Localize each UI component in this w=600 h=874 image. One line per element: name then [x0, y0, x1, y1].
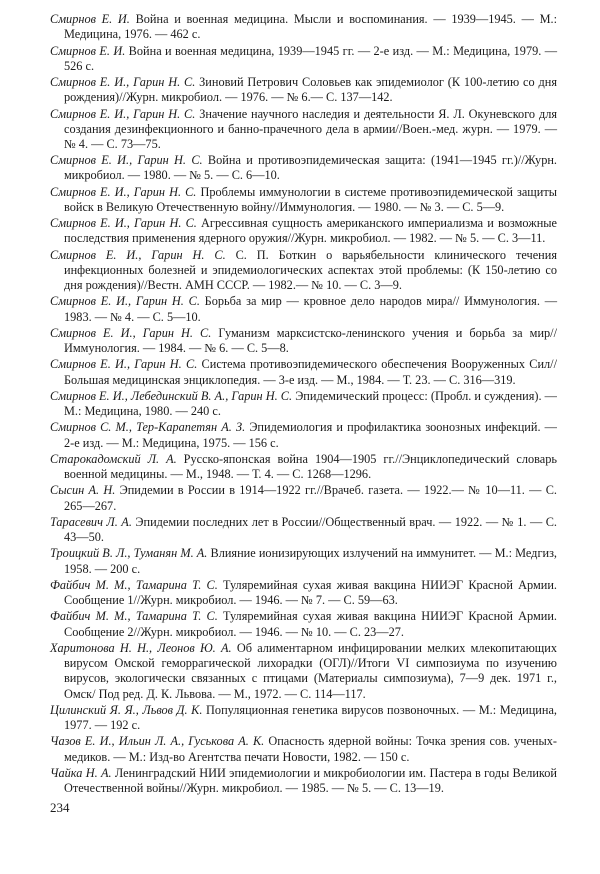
entry-citation: Война и военная медицина, 1939—1945 гг. — 2-е изд. — М.: Медицина, 1979. — 526 с.: [64, 43, 558, 73]
entry-citation: Эпидемический процесс: (Пробл. и суждения). — М.: Медицина, 1980. — 240 с.: [64, 388, 557, 419]
entry-citation: Зиновий Петрович Соловьев как эпидемиолог (К 100-летию со дня рождения)//Журн. микробиол. — 1976. — № 6.— С. 137—142.: [64, 75, 557, 105]
entry-authors: Файбич М. М., Тамарина Т. С.: [50, 577, 218, 592]
entry-authors: Смирнов Е. И., Гарин Н. С.: [50, 75, 196, 89]
entry-citation: Туляремийная сухая живая вакцина НИИЭГ Красной Армии. Сообщение 1//Журн. микробиол. — 1946. — № 7. — С. 59—63.: [64, 577, 558, 608]
entry-authors: Смирнов Е. И., Гарин Н. С.: [50, 184, 197, 199]
entry-citation: Гуманизм марксистско-ленинского учения и борьба за мир//Иммунология. — 1984. — № 6. — С. 5—8.: [64, 325, 558, 356]
entry-citation: Опасность ядерной войны: Точка зрения сов. ученых-медиков. — М.: Изд-во Агентства печати Новости, 1982. — 150 с.: [64, 734, 558, 764]
bibliography-entry: [50, 578, 557, 608]
entry-authors: Смирнов Е. И., Гарин Н. С.: [50, 357, 198, 372]
entry-citation: Значение научного наследия и деятельности Я. Л. Окуневского для создания дезинфекционного и банно-прачечного дела в армии//Воен.-мед. журн. — 1979. — № 4. — С. 73—75.: [64, 106, 557, 151]
bibliography-entry: [50, 153, 557, 183]
bibliography-entry: [50, 44, 557, 74]
entry-citation: Эпидемиология и профилактика зоонозных инфекций. — 2-е изд. — М.: Медицина, 1975. — 156 с.: [64, 420, 557, 450]
entry-citation: Ленинградский НИИ эпидемиологии и микробиологии им. Пастера в годы Великой Отечественной войны//Журн. микробиол. — 1985. — № 5. — С. 13—19.: [64, 765, 557, 796]
bibliography-entry: [50, 216, 557, 246]
bibliography-entry: [50, 641, 557, 702]
entry-authors: Смирнов С. М., Тер-Карапетян А. З.: [50, 420, 246, 435]
entry-citation: Агрессивная сущность американского империализма и возможные последствия применения ядерного оружия//Журн. микробиол. — 1982. — № 5. — С. 3—11.: [64, 216, 557, 246]
entry-citation: Влияние ионизирующих излучений на иммунитет. — М.: Медгиз, 1958. — 200 с.: [64, 546, 557, 576]
bibliography-list: [50, 12, 557, 797]
entry-authors: Смирнов Е. И., Гарин Н. С.: [50, 325, 212, 340]
entry-citation: Борьба за мир — кровное дело народов мира// Иммунология. — 1983. — № 4. — С. 5—10.: [64, 294, 557, 324]
entry-authors: Смирнов Е. И.: [50, 43, 126, 58]
bibliography-entry: [50, 248, 557, 294]
bibliography-entry: [50, 766, 557, 796]
entry-authors: Тарасевич Л. А.: [50, 514, 132, 529]
entry-authors: Смирнов Е. И., Гарин Н. С.: [50, 106, 196, 121]
bibliography-entry: [50, 734, 557, 764]
entry-authors: Харитонова Н. Н., Леонов Ю. А.: [50, 640, 232, 655]
entry-citation: Проблемы иммунологии в системе противоэпидемической защиты войск в Великую Отечественную войну//Иммунология. — 1980. — № 3. — С. 5—9.: [64, 184, 557, 214]
bibliography-entry: [50, 12, 557, 42]
entry-citation: Об алиментарном инфицировании мелких млекопитающих вирусом Омской геморрагической лихорадки (ОГЛ)//Итоги VI симпозиума по изучению вирусов, экологически связанных с птицами (Материалы симпозиума), 7—9 дек. 1971 г., Омск/ Под ред. Д. К. Львова. — М., 1972. — С. 114—117.: [64, 640, 557, 701]
entry-authors: Файбич М. М., Тамарина Т. С.: [50, 609, 218, 624]
bibliography-entry: [50, 609, 557, 639]
entry-citation: Популяционная генетика вирусов позвоночных. — М.: Медицина, 1977. — 192 с.: [64, 702, 557, 733]
bibliography-entry: [50, 107, 557, 153]
entry-citation: Эпидемии последних лет в России//Общественный врач. — 1922. — № 1. — С. 43—50.: [64, 514, 557, 545]
entry-authors: Смирнов Е. И., Гарин Н. С.: [50, 247, 226, 262]
entry-authors: Смирнов Е. И., Лебединский В. А., Гарин Н. С.: [50, 388, 293, 403]
entry-citation: Система противоэпидемического обеспечения Вооруженных Сил//Большая медицинская энциклопедия. — 3-е изд. — М., 1984. — Т. 23. — С. 316—319.: [64, 357, 558, 387]
entry-citation: Эпидемии в России в 1914—1922 гг.//Врачеб. газета. — 1922.— № 10—11. — С. 265—267.: [64, 483, 557, 513]
entry-citation: С. П. Боткин о варьябельности клинического течения инфекционных болезней и эпидемиологических аспектах этой проблемы: (К 150-летию со дня рождения)//Вестн. АМН СССР. — 1982.— № 10. — С. 3—9.: [64, 247, 557, 293]
bibliography-entry: [50, 75, 557, 105]
bibliography-entry: [50, 389, 557, 419]
entry-authors: Чазов Е. И., Ильин Л. А., Гуськова А. К.: [50, 734, 265, 749]
entry-authors: Смирнов Е. И., Гарин Н. С.: [50, 216, 197, 231]
bibliography-entry: [50, 483, 557, 513]
entry-authors: Цилинский Я. Я., Львов Д. К.: [50, 702, 203, 717]
bibliography-entry: [50, 420, 557, 450]
bibliography-entry: [50, 185, 557, 215]
entry-authors: Сысин А. Н.: [50, 483, 116, 498]
bibliography-entry: [50, 357, 557, 387]
bibliography-entry: [50, 326, 557, 356]
bibliography-entry: [50, 294, 557, 324]
entry-authors: Старокадомский Л. А.: [50, 451, 177, 466]
entry-authors: Чайка Н. А.: [50, 765, 112, 780]
entry-authors: Троицкий В. Л., Туманян М. А.: [50, 546, 208, 561]
entry-citation: Война и противоэпидемическая защита: (1941—1945 гг.)//Журн. микробиол. — 1980. — № 5. — С. 6—10.: [64, 153, 557, 183]
entry-citation: Русско-японская война 1904—1905 гг.//Энциклопедический словарь военной медицины. — М., 1948. — Т. 4. — С. 1268—1296.: [64, 451, 557, 482]
entry-authors: Смирнов Е. И., Гарин Н. С.: [50, 153, 203, 168]
entry-authors: Смирнов Е. И.: [50, 12, 130, 26]
entry-citation: Туляремийная сухая живая вакцина НИИЭГ Красной Армии. Сообщение 2//Журн. микробиол. — 1946. — № 10. — С. 23—27.: [64, 609, 558, 639]
page-number: 234: [50, 800, 70, 815]
bibliography-entry: [50, 546, 557, 576]
bibliography-entry: [50, 703, 557, 733]
entry-authors: Смирнов Е. И., Гарин Н. С.: [50, 294, 200, 309]
bibliography-entry: [50, 452, 557, 482]
entry-citation: Война и военная медицина. Мысли и воспоминания. — 1939—1945. — М.: Медицина, 1976. — 462 с.: [64, 12, 557, 42]
bibliography-entry: [50, 515, 557, 545]
